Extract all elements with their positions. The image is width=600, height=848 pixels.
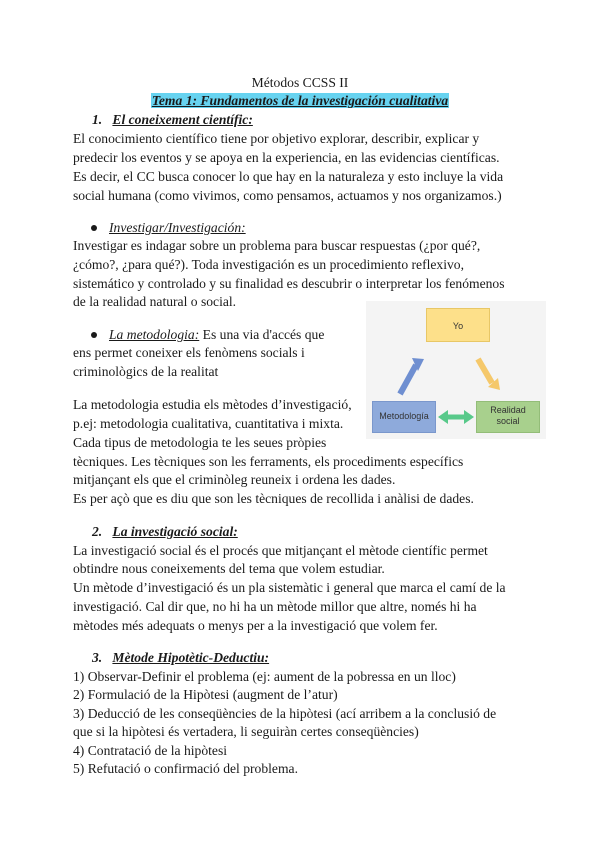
arrow-yo-realidad: [478, 359, 500, 390]
section-1-number: 1.: [92, 112, 103, 127]
metodologia-line: tècniques. Les tècniques son les ferraments, els procediments específics: [73, 454, 464, 469]
section-2-line: mètodes més adequats o menys per a la investigació que volem fer.: [73, 618, 438, 633]
section-2-line: Un mètode d’investigació és un pla sistemàtic i general que marca el camí de la: [73, 580, 506, 595]
step-item: 2) Formulació de la Hipòtesi (augment de l’atur): [73, 687, 338, 702]
bullet-metodologia: [91, 326, 324, 344]
section-2-number: 2.: [92, 524, 103, 539]
step-item: 5) Refutació o confirmació del problema.: [73, 761, 298, 776]
bullet-investigar-term: Investigar/Investigación:: [109, 220, 246, 235]
section-3-title: Mètode Hipotètic-Deductiu:: [112, 650, 270, 665]
diagram-box-metodologia: Metodología: [372, 401, 436, 433]
step-item: que si la hipòtesi és vertadera, li seguiràn certes conseqüències): [73, 724, 419, 739]
step-item: 3) Deducció de les conseqüències de la hipòtesi (ací arribem a la conclusió de: [73, 706, 497, 721]
diagram-box-realidad: [476, 401, 540, 433]
section-3-number: 3.: [92, 650, 103, 665]
bullet-metodologia-term: La metodologia:: [109, 327, 200, 342]
section-1-line: Es decir, el CC busca conocer lo que hay en la naturaleza y esto incluye la vida: [73, 169, 504, 184]
section-1-heading: [92, 111, 253, 129]
course-title: Métodos CCSS II: [251, 75, 349, 90]
section-2-heading: [92, 523, 238, 541]
arrow-metodologia-realidad: [438, 410, 474, 424]
bullet-investigar: [91, 219, 246, 237]
step-item: 1) Observar-Definir el problema (ej: aument de la pobressa en un lloc): [73, 669, 456, 684]
metodologia-line: mitjançant els que el criminòleg reuneix i ordena les dades.: [73, 472, 396, 487]
section-3-heading: [92, 649, 269, 667]
diagram-box-yo: Yo: [426, 308, 490, 342]
arrow-metodologia-yo: [400, 358, 424, 394]
section-1-line: social humana (como vivimos, como pensamos, actuamos y nos organizamos.): [73, 188, 502, 203]
bullet-2-line: ens permet coneixer els fenòmens socials i: [73, 345, 305, 360]
diagram-box-realidad-label: Realidad social: [490, 405, 526, 426]
topic-title-text: Tema 1: Fundamentos de la investigación cualitativa: [151, 93, 449, 108]
bullet-1-line: Investigar es indagar sobre un problema para buscar respuestas (¿por qué?,: [73, 238, 481, 253]
bullet-dot: [91, 332, 97, 338]
section-1-title: El coneixement científic:: [112, 112, 253, 127]
step-item: 4) Contratació de la hipòtesi: [73, 743, 228, 758]
section-1-line: predecir los eventos y se apoya en la experiencia, en las evidencias científicas.: [73, 150, 500, 165]
section-2-line: obtindre nous coneixements del tema que volem estudiar.: [73, 561, 385, 576]
bullet-1-line: sistemático y controlado y su finalidad es descubrir o interpretar los fenómenos: [73, 276, 505, 291]
bullet-1-line: ¿cómo?, ¿para qué?). Toda investigación es un procedimiento reflexivo,: [73, 257, 464, 272]
bullet-metodologia-rest: Es una via d'accés que: [199, 327, 325, 342]
section-2-title: La investigació social:: [112, 524, 238, 539]
bullet-1-line: de la realidad natural o social.: [73, 294, 237, 309]
bullet-dot: [91, 225, 97, 231]
metodologia-line: La metodologia estudia els mètodes d’investigació,: [73, 397, 352, 412]
metodologia-line: Es per açò que es diu que son les tècniques de recollida i anàlisi de dades.: [73, 491, 474, 506]
methodology-diagram: [366, 301, 546, 439]
section-1-line: El conocimiento científico tiene por objetivo explorar, describir, explicar y: [73, 131, 480, 146]
metodologia-line: Cada tipus de metodologia te les seues pròpies: [73, 435, 327, 450]
topic-title: [0, 92, 600, 110]
metodologia-line: p.ej: metodologia cualitativa, cuantitativa i mixta.: [73, 416, 344, 431]
bullet-2-line: criminològics de la realitat: [73, 364, 219, 379]
section-2-line: La investigació social és el procés que mitjançant el mètode científic permet: [73, 543, 488, 558]
section-2-line: investigació. Cal dir que, no hi ha un mètode millor que altre, només hi ha: [73, 599, 477, 614]
